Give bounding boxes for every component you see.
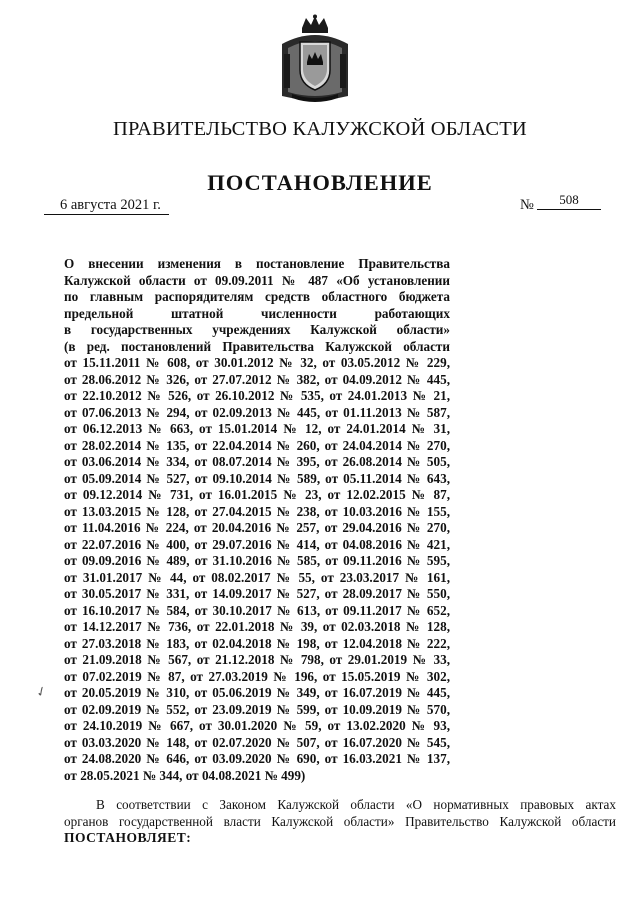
preamble-paragraph — [64, 797, 616, 830]
preamble-line: органов государственной власти Калужской области» Правительство Калужской области — [64, 813, 616, 829]
heading-line: в государственных учреждениях Калужской области» — [64, 322, 450, 337]
document-type: ПОСТАНОВЛЕНИЕ — [207, 170, 433, 195]
document-date: 6 августа 2021 г. — [44, 196, 169, 215]
heading-line: от 22.07.2016 № 400, от 29.07.2016 № 414, от 04.08.2016 № 421, — [64, 536, 450, 552]
heading-line: от 14.12.2017 № 736, от 22.01.2018 № 39, от 02.03.2018 № 128, — [64, 619, 450, 634]
heading-line: от 28.05.2021 № 344, от 04.08.2021 № 499) — [64, 767, 306, 783]
heading-line: от 06.12.2013 № 663, от 15.01.2014 № 12, от 24.01.2014 № 31, — [64, 421, 450, 436]
heading-line: предельной штатной численности работающих — [64, 305, 450, 321]
heading-line: от 31.01.2017 № 44, от 08.02.2017 № 55, от 23.03.2017 № 161, — [64, 569, 450, 585]
heading-line: от 24.08.2020 № 646, от 03.09.2020 № 690, от 16.03.2021 № 137, — [64, 751, 450, 766]
heading-line: от 05.09.2014 № 527, от 09.10.2014 № 589, от 05.11.2014 № 643, — [64, 470, 450, 486]
heading-line: (в ред. постановлений Правительства Калужской области — [64, 338, 450, 354]
heading-line: от 13.03.2015 № 128, от 27.04.2015 № 238, от 10.03.2016 № 155, — [64, 503, 450, 519]
document-number-label: № — [520, 197, 534, 213]
heading-line: от 07.06.2013 № 294, от 02.09.2013 № 445, от 01.11.2013 № 587, — [64, 404, 450, 420]
heading-line: от 03.03.2020 № 148, от 02.07.2020 № 507, от 16.07.2020 № 545, — [64, 734, 450, 750]
heading-line: от 20.05.2019 № 310, от 05.06.2019 № 349, от 16.07.2019 № 445, — [64, 685, 450, 700]
heading-line: по главным распорядителям средств областного бюджета — [64, 289, 450, 304]
heading-line: от 21.09.2018 № 567, от 21.12.2018 № 798, от 29.01.2019 № 33, — [64, 652, 450, 667]
heading-line: от 22.10.2012 № 526, от 26.10.2012 № 535, от 24.01.2013 № 21, — [64, 388, 450, 403]
heading-line: О внесении изменения в постановление Правительства — [64, 256, 450, 271]
heading-line: Калужской области от 09.09.2011 № 487 «Об установлении — [64, 272, 450, 288]
heading-line: от 28.06.2012 № 326, от 27.07.2012 № 382, от 04.09.2012 № 445, — [64, 371, 450, 387]
heading-line: от 09.09.2016 № 489, от 31.10.2016 № 585, от 09.11.2016 № 595, — [64, 553, 450, 568]
heading-line: от 02.09.2019 № 552, от 23.09.2019 № 599, от 10.09.2019 № 570, — [64, 701, 450, 717]
document-number: 508 — [537, 191, 601, 210]
coat-of-arms-icon — [278, 14, 352, 104]
heading-line: от 27.03.2018 № 183, от 02.04.2018 № 198, от 12.04.2018 № 222, — [64, 635, 450, 651]
heading-line: от 16.10.2017 № 584, от 30.10.2017 № 613, от 09.11.2017 № 652, — [64, 602, 450, 618]
heading-line: от 07.02.2019 № 87, от 27.03.2019 № 196, от 15.05.2019 № 302, — [64, 668, 450, 684]
heading-line: от 24.10.2019 № 667, от 30.01.2020 № 59, от 13.02.2020 № 93, — [64, 718, 450, 733]
margin-check-mark: ✓ — [33, 682, 50, 701]
heading-line: от 09.12.2014 № 731, от 16.01.2015 № 23, от 12.02.2015 № 87, — [64, 487, 450, 502]
document-heading — [64, 256, 450, 784]
heading-line: от 28.02.2014 № 135, от 22.04.2014 № 260, от 24.04.2014 № 270, — [64, 437, 450, 453]
heading-line: от 11.04.2016 № 224, от 20.04.2016 № 257, от 29.04.2016 № 270, — [64, 520, 450, 535]
preamble-line: В соответствии с Законом Калужской области «О нормативных правовых актах — [96, 797, 616, 812]
decree-keyword: ПОСТАНОВЛЯЕТ: — [64, 830, 192, 845]
heading-line: от 30.05.2017 № 331, от 14.09.2017 № 527, от 28.09.2017 № 550, — [64, 586, 450, 601]
heading-line: от 15.11.2011 № 608, от 30.01.2012 № 32, от 03.05.2012 № 229, — [64, 355, 450, 370]
heading-line: от 03.06.2014 № 334, от 08.07.2014 № 395, от 26.08.2014 № 505, — [64, 454, 450, 469]
organization-title: ПРАВИТЕЛЬСТВО КАЛУЖСКОЙ ОБЛАСТИ — [113, 118, 527, 140]
